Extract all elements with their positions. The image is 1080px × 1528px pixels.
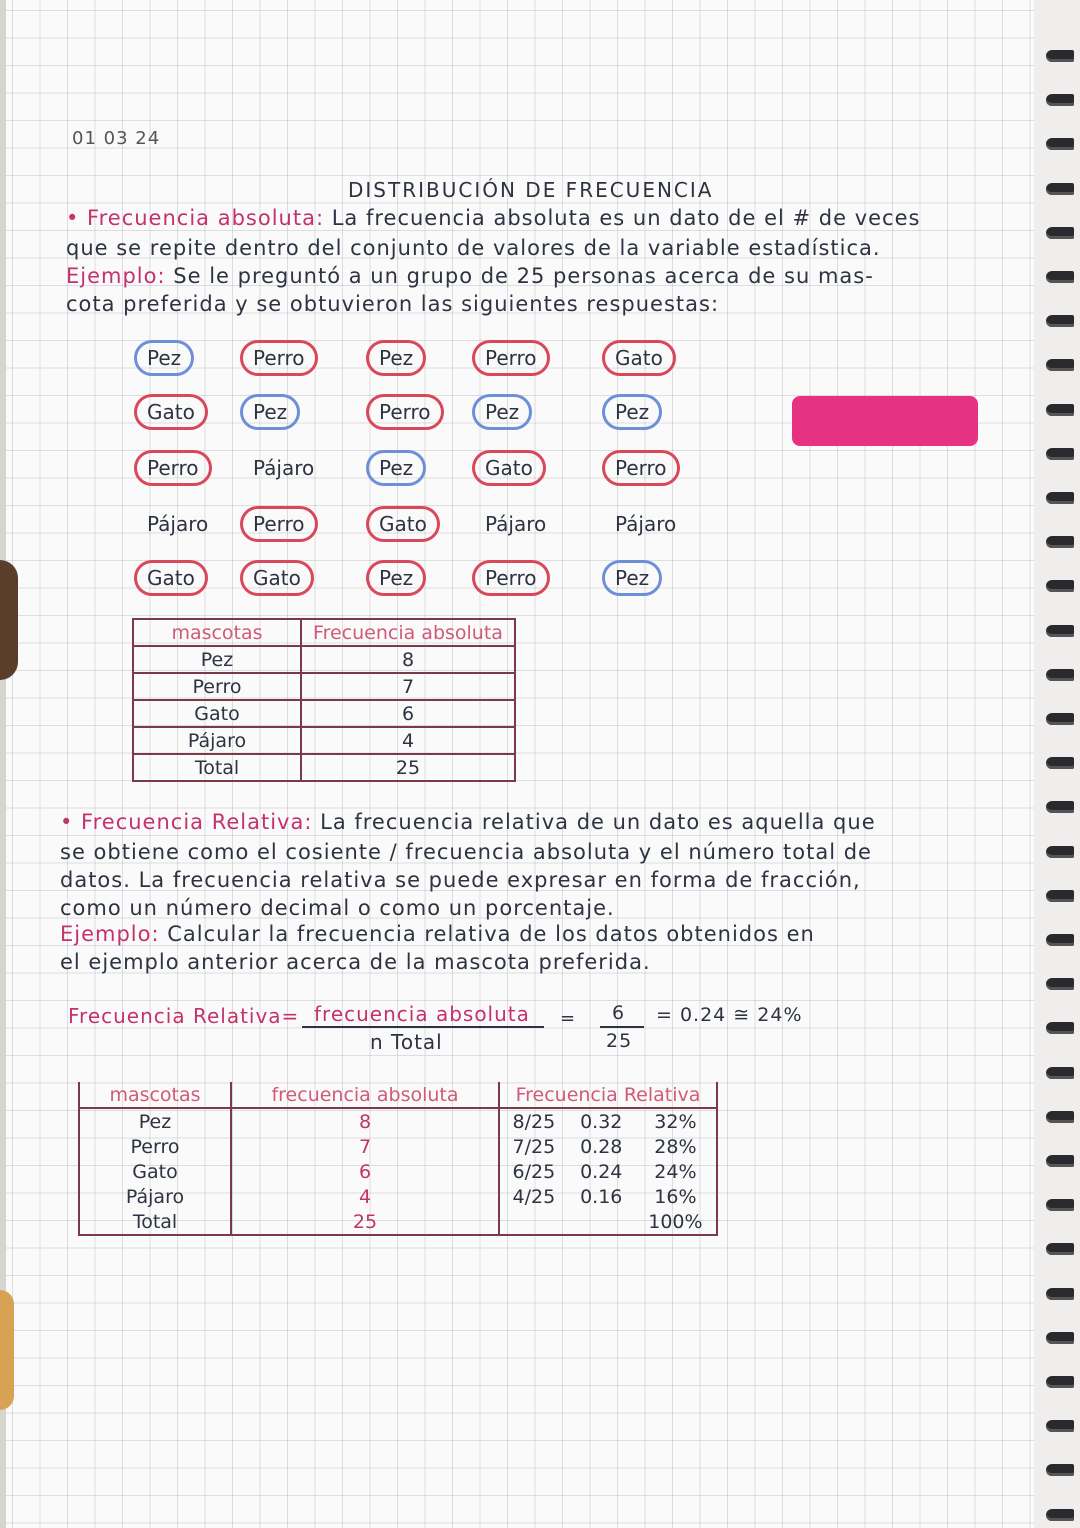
pet-cell: Pez xyxy=(133,646,301,673)
formula-result xyxy=(656,1004,803,1026)
response-item: Gato xyxy=(472,450,546,486)
spiral-ring xyxy=(1046,536,1074,548)
frequency-table-relative xyxy=(78,1082,718,1236)
response-item: Perro xyxy=(366,394,444,430)
frequency-table-absolute xyxy=(132,618,516,782)
fraction-cell: 8/25 xyxy=(499,1108,568,1134)
table-row xyxy=(133,673,515,700)
spiral-ring xyxy=(1046,1199,1074,1211)
spiral-ring xyxy=(1046,1420,1074,1432)
response-item: Pez xyxy=(602,394,662,430)
response-item: Pez xyxy=(602,560,662,596)
col2-frecuencia-relativa: Frecuencia Relativa xyxy=(499,1082,717,1108)
fraction-numerator: 6 xyxy=(612,1002,626,1024)
formula-result-text: = 0.24 ≅ 24% xyxy=(656,1004,803,1026)
table-row xyxy=(79,1159,717,1184)
abs-line-3 xyxy=(66,264,874,288)
fraction-cell xyxy=(499,1209,568,1235)
table-row xyxy=(79,1209,717,1235)
response-item: Pájaro xyxy=(485,512,547,536)
percent-cell: 16% xyxy=(635,1184,717,1209)
spiral-ring xyxy=(1046,1332,1074,1344)
spiral-ring xyxy=(1046,492,1074,504)
abs-freq-cell: 8 xyxy=(231,1108,499,1134)
response-item: Gato xyxy=(134,394,208,430)
pet-cell: Pájaro xyxy=(133,727,301,754)
response-item: Perro xyxy=(472,560,550,596)
table-row xyxy=(79,1108,717,1134)
abs-freq-cell: 25 xyxy=(231,1209,499,1235)
highlighter-mark xyxy=(792,396,978,446)
decimal-cell: 0.32 xyxy=(580,1110,623,1133)
response-item: Perro xyxy=(602,450,680,486)
abs-freq-cell: 6 xyxy=(231,1159,499,1184)
response-item: Pez xyxy=(240,394,300,430)
rel-line-5 xyxy=(60,922,815,946)
spiral-ring xyxy=(1046,448,1074,460)
rel-def-5: Calcular la frecuencia relativa de los datos obtenidos en xyxy=(167,922,815,946)
pet-cell: Perro xyxy=(133,673,301,700)
pet-cell: Gato xyxy=(133,700,301,727)
spiral-ring xyxy=(1046,978,1074,990)
rel-def-3: datos. La frecuencia relativa se puede expresar en forma de fracción, xyxy=(60,868,861,892)
date: 01 03 24 xyxy=(72,128,161,149)
spiral-ring xyxy=(1046,1464,1074,1476)
abs-freq-cell: 4 xyxy=(301,727,515,754)
spiral-ring xyxy=(1046,1022,1074,1034)
rel-def-2: se obtiene como el cosiente / frecuencia absoluta y el número total de xyxy=(60,840,872,864)
response-item: Perro xyxy=(472,340,550,376)
percent-cell: 28% xyxy=(635,1134,717,1159)
spiral-ring xyxy=(1046,1376,1074,1388)
spiral-ring xyxy=(1046,227,1074,239)
formula-equals: = xyxy=(560,1008,577,1029)
rel-def-6: el ejemplo anterior acerca de la mascota preferida. xyxy=(60,950,651,974)
notebook-page xyxy=(6,0,1037,1528)
spiral-ring xyxy=(1046,625,1074,637)
table-row xyxy=(79,1184,717,1209)
spiral-binding xyxy=(1034,0,1080,1528)
abs-freq-cell: 25 xyxy=(301,754,515,781)
pet-cell: Pez xyxy=(79,1108,231,1134)
abs-freq-cell: 7 xyxy=(231,1134,499,1159)
table-row xyxy=(133,727,515,754)
table-row xyxy=(133,700,515,727)
spiral-ring xyxy=(1046,713,1074,725)
pet-cell: Perro xyxy=(79,1134,231,1159)
rel-def-4: como un número decimal o como un porcentaje. xyxy=(60,896,615,920)
pet-cell: Total xyxy=(79,1209,231,1235)
formula-fraction-bar xyxy=(302,1026,544,1028)
percent-cell: 100% xyxy=(635,1209,717,1235)
rel-heading: • Frecuencia Relativa: xyxy=(60,810,313,834)
abs-def-2: que se repite dentro del conjunto de valores de la variable estadística. xyxy=(66,236,881,260)
pet-cell: Total xyxy=(133,754,301,781)
decimal-cell: 0.24 xyxy=(580,1160,623,1183)
abs-def-3: Se le preguntó a un grupo de 25 personas acerca de su mas- xyxy=(173,264,874,288)
spiral-ring xyxy=(1046,934,1074,946)
response-item: Gato xyxy=(602,340,676,376)
col-frecuencia-absoluta: Frecuencia absoluta xyxy=(301,619,515,646)
page-title: DISTRIBUCIÓN DE FRECUENCIA xyxy=(348,178,714,202)
response-item: Gato xyxy=(134,560,208,596)
table-row xyxy=(133,646,515,673)
abs-line-1 xyxy=(66,206,920,230)
response-item: Pez xyxy=(134,340,194,376)
page-edge-shadow-2 xyxy=(0,1290,14,1410)
response-item: Perro xyxy=(240,340,318,376)
spiral-ring xyxy=(1046,404,1074,416)
example-label-2: Ejemplo: xyxy=(60,922,160,946)
response-item: Perro xyxy=(134,450,212,486)
spiral-ring xyxy=(1046,1243,1074,1255)
spiral-ring xyxy=(1046,801,1074,813)
decimal-cell: 0.28 xyxy=(580,1135,623,1158)
spiral-ring xyxy=(1046,669,1074,681)
response-item: Pájaro xyxy=(615,512,677,536)
page-edge-shadow xyxy=(0,560,18,680)
response-item: Perro xyxy=(240,506,318,542)
response-item: Gato xyxy=(240,560,314,596)
fraction-bar xyxy=(600,1026,644,1028)
abs-freq-cell: 4 xyxy=(231,1184,499,1209)
spiral-ring xyxy=(1046,757,1074,769)
spiral-ring xyxy=(1046,1288,1074,1300)
pet-cell: Gato xyxy=(79,1159,231,1184)
spiral-ring xyxy=(1046,315,1074,327)
abs-freq-cell: 6 xyxy=(301,700,515,727)
spiral-ring xyxy=(1046,1067,1074,1079)
spiral-ring xyxy=(1046,50,1074,62)
pet-cell: Pájaro xyxy=(79,1184,231,1209)
abs-def-1: La frecuencia absoluta es un dato de el # de veces xyxy=(331,206,921,230)
percent-cell: 32% xyxy=(635,1108,717,1134)
spiral-ring xyxy=(1046,580,1074,592)
spiral-ring xyxy=(1046,1111,1074,1123)
col-mascotas: mascotas xyxy=(133,619,301,646)
response-item: Gato xyxy=(366,506,440,542)
table-row xyxy=(133,754,515,781)
abs-heading: • Frecuencia absoluta: xyxy=(66,206,325,230)
abs-freq-cell: 7 xyxy=(301,673,515,700)
col2-frecuencia-absoluta: frecuencia absoluta xyxy=(231,1082,499,1108)
spiral-ring xyxy=(1046,1155,1074,1167)
formula-label: Frecuencia Relativa= xyxy=(68,1004,300,1028)
decimal-cell: 0.16 xyxy=(580,1185,623,1208)
abs-def-4: cota preferida y se obtuvieron las siguientes respuestas: xyxy=(66,292,720,316)
decimal-cell xyxy=(568,1209,635,1235)
example-label-1: Ejemplo: xyxy=(66,264,166,288)
spiral-ring xyxy=(1046,890,1074,902)
spiral-ring xyxy=(1046,271,1074,283)
fraction-cell: 7/25 xyxy=(499,1134,568,1159)
percent-cell: 24% xyxy=(635,1159,717,1184)
response-item: Pez xyxy=(472,394,532,430)
response-item: Pez xyxy=(366,340,426,376)
fraction-cell: 4/25 xyxy=(499,1184,568,1209)
formula-numerator: frecuencia absoluta xyxy=(314,1002,530,1026)
spiral-ring xyxy=(1046,138,1074,150)
spiral-ring xyxy=(1046,183,1074,195)
response-item: Pez xyxy=(366,450,426,486)
table-row xyxy=(79,1134,717,1159)
response-item: Pez xyxy=(366,560,426,596)
response-item: Pájaro xyxy=(147,512,209,536)
fraction-denominator: 25 xyxy=(606,1030,633,1052)
col2-mascotas: mascotas xyxy=(79,1082,231,1108)
formula-denominator: n Total xyxy=(370,1030,443,1054)
fraction-cell: 6/25 xyxy=(499,1159,568,1184)
abs-freq-cell: 8 xyxy=(301,646,515,673)
response-item: Pájaro xyxy=(253,456,315,480)
rel-def-1: La frecuencia relativa de un dato es aquella que xyxy=(320,810,876,834)
spiral-ring xyxy=(1046,1509,1074,1521)
rel-line-1 xyxy=(60,810,876,834)
spiral-ring xyxy=(1046,846,1074,858)
spiral-ring xyxy=(1046,94,1074,106)
spiral-ring xyxy=(1046,359,1074,371)
